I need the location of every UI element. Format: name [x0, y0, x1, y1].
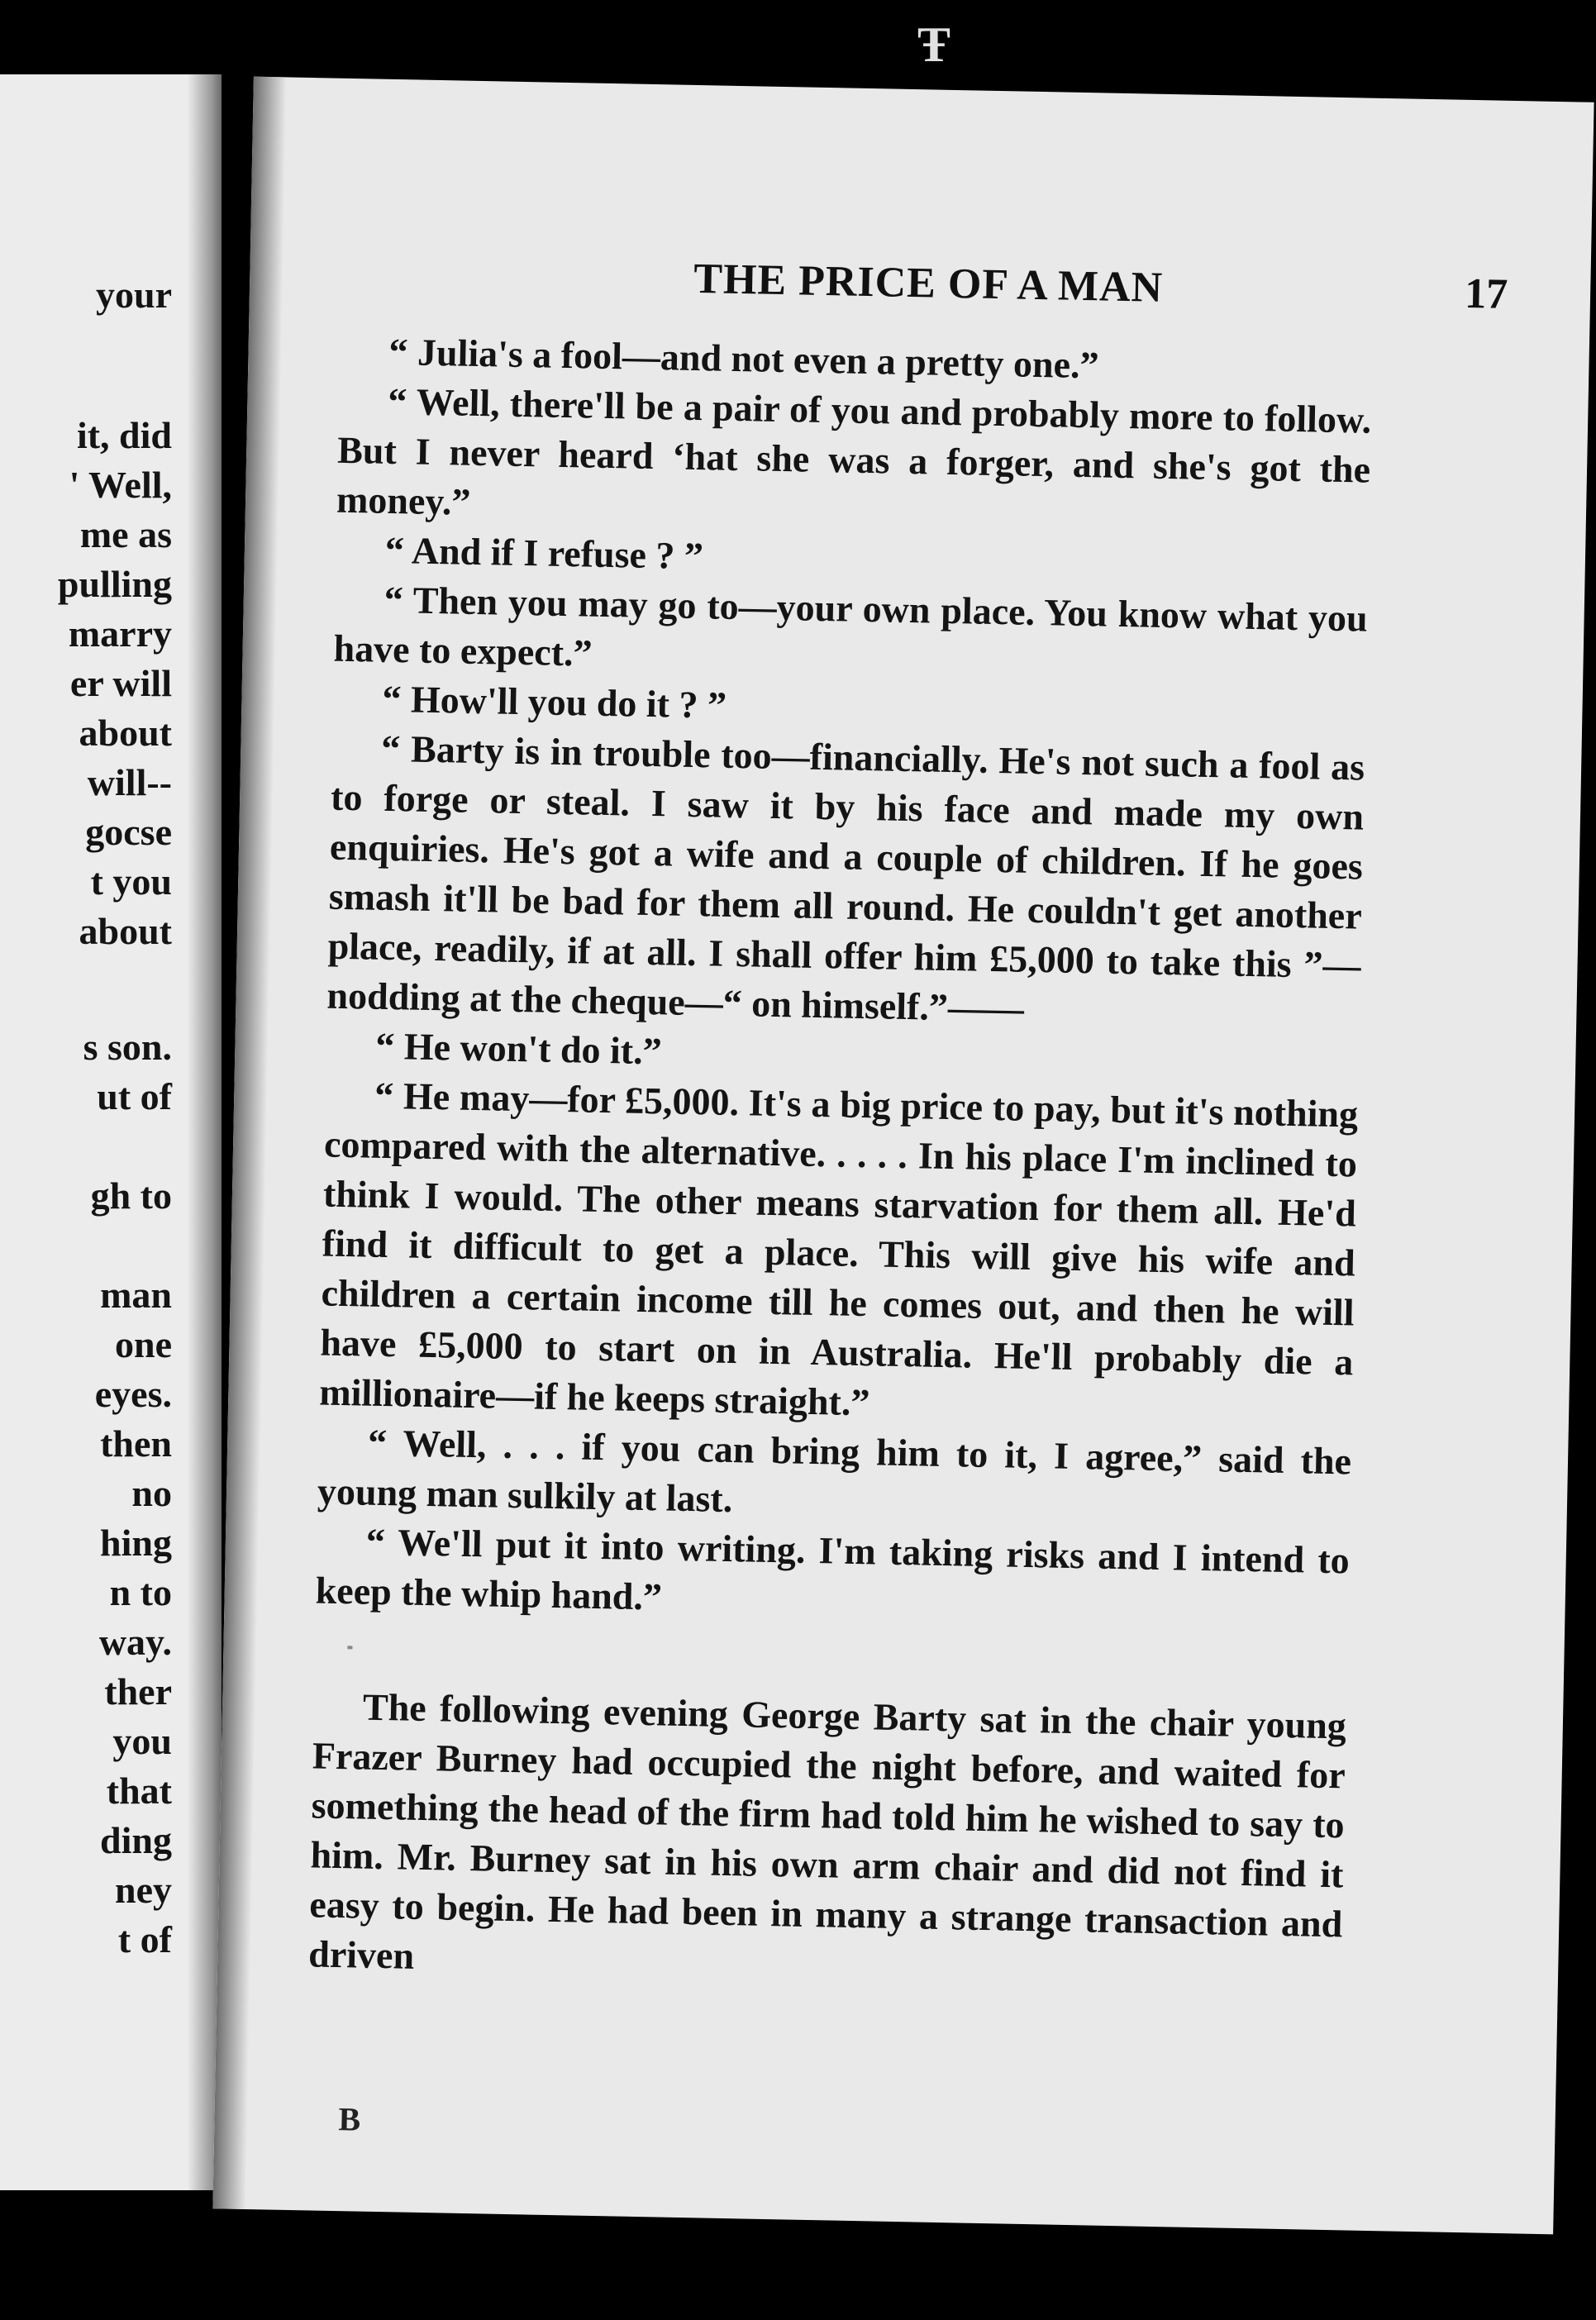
previous-page-line: t of [117, 1918, 172, 1960]
signature-mark: B [338, 2100, 361, 2138]
previous-page-line: me as [79, 513, 172, 555]
previous-page-line: man [100, 1274, 172, 1316]
body-text [308, 326, 1373, 1999]
previous-page-line: your [96, 274, 172, 316]
paragraph: The following evening George Barty sat in the chair young Frazer Burney had occupied the night before, and waited for something the head of the firm had told him he wished to say to him. Mr. Burney sat in his own arm chair and did not find it easy to begin. He had been in many a strange transaction and driven [307, 1685, 1347, 1977]
paragraph: “ He won't do it.” [374, 1024, 663, 1073]
previous-page-line: about [79, 910, 172, 952]
previous-page-line: way. [98, 1621, 172, 1663]
previous-page-line: it, did [76, 414, 172, 456]
paragraph: “ He may—for £5,000. It's a big price to pay, but it's nothing compared with the alternative. . . . . In his place I'm inclined to think I would. The other means starvation for them all. He'd find it difficult to get a place. This will give his wife and children a certain income till he comes out, and then he will have £5,000 to start on in Australia. He'll probably die a millionaire—if he keeps straight.” [318, 1074, 1359, 1424]
previous-page-line: ney [115, 1869, 172, 1911]
previous-page-line: that [106, 1770, 172, 1812]
page-gutter-shadow [212, 77, 287, 2209]
dialogue-section [315, 326, 1373, 1636]
previous-page-line: ther [104, 1670, 172, 1713]
previous-page-line: you [112, 1720, 172, 1762]
paragraph: “ We'll put it into writing. I'm taking risks and I intend to keep the whip hand.” [315, 1520, 1351, 1618]
previous-page-line: then [100, 1422, 172, 1465]
paragraph: “ How'll you do it ? ” [382, 677, 727, 726]
previous-page-line: s son. [83, 1026, 172, 1068]
previous-page [0, 74, 222, 2190]
previous-page-line: gocse [85, 811, 172, 853]
previous-page-line: no [131, 1472, 172, 1514]
previous-page-line: about [79, 712, 172, 754]
previous-page-line: hing [100, 1522, 172, 1564]
previous-page-line: pulling [57, 563, 172, 605]
current-page [212, 77, 1594, 2235]
previous-page-line: ut of [97, 1075, 172, 1117]
paragraph: “ Barty is in trouble too—financially. He's not such a fool as to forge or steal. I saw it by his face and made my own enquiries. He's got a wife and a couple of children. If he goes smash it'll be bad for them all round. He couldn't get another place, readily, if at all. I shall offer him £5,000 to take this ”—nodding at the cheque—“ on himself.”—— [326, 726, 1365, 1030]
paragraph: “ Julia's a fool—and not even a pretty one.” [388, 330, 1100, 387]
previous-page-line: n to [109, 1571, 172, 1613]
previous-page-line: eyes. [94, 1373, 172, 1415]
previous-page-line: gh to [90, 1174, 172, 1217]
previous-page-line: t you [90, 860, 172, 903]
following-section [308, 1681, 1347, 1998]
left-gutter-shadow [188, 74, 222, 2190]
previous-page-line: marry [68, 612, 172, 655]
top-mark: Ŧ [917, 17, 951, 72]
running-head [332, 248, 1525, 321]
paragraph: “ Then you may go to—your own place. You know what you have to expect.” [333, 578, 1369, 674]
previous-page-line: er will [69, 662, 172, 704]
paragraph: “ Well, . . . if you can bring him to it, I agree,” said the young man sulkily at last. [317, 1421, 1352, 1521]
previous-page-line: ding [100, 1819, 172, 1861]
previous-page-line: ' Well, [69, 464, 172, 506]
paragraph: “ Well, there'll be a pair of you and probably more to follow. But I never heard ‘hat she was a forger, and she's got the money.” [336, 379, 1372, 523]
running-title: THE PRICE OF A MAN [693, 255, 1164, 312]
page-number: 17 [1464, 269, 1508, 318]
previous-page-line: will-- [87, 761, 172, 803]
previous-page-line: one [115, 1323, 172, 1365]
paragraph: “ And if I refuse ? ” [384, 528, 704, 578]
